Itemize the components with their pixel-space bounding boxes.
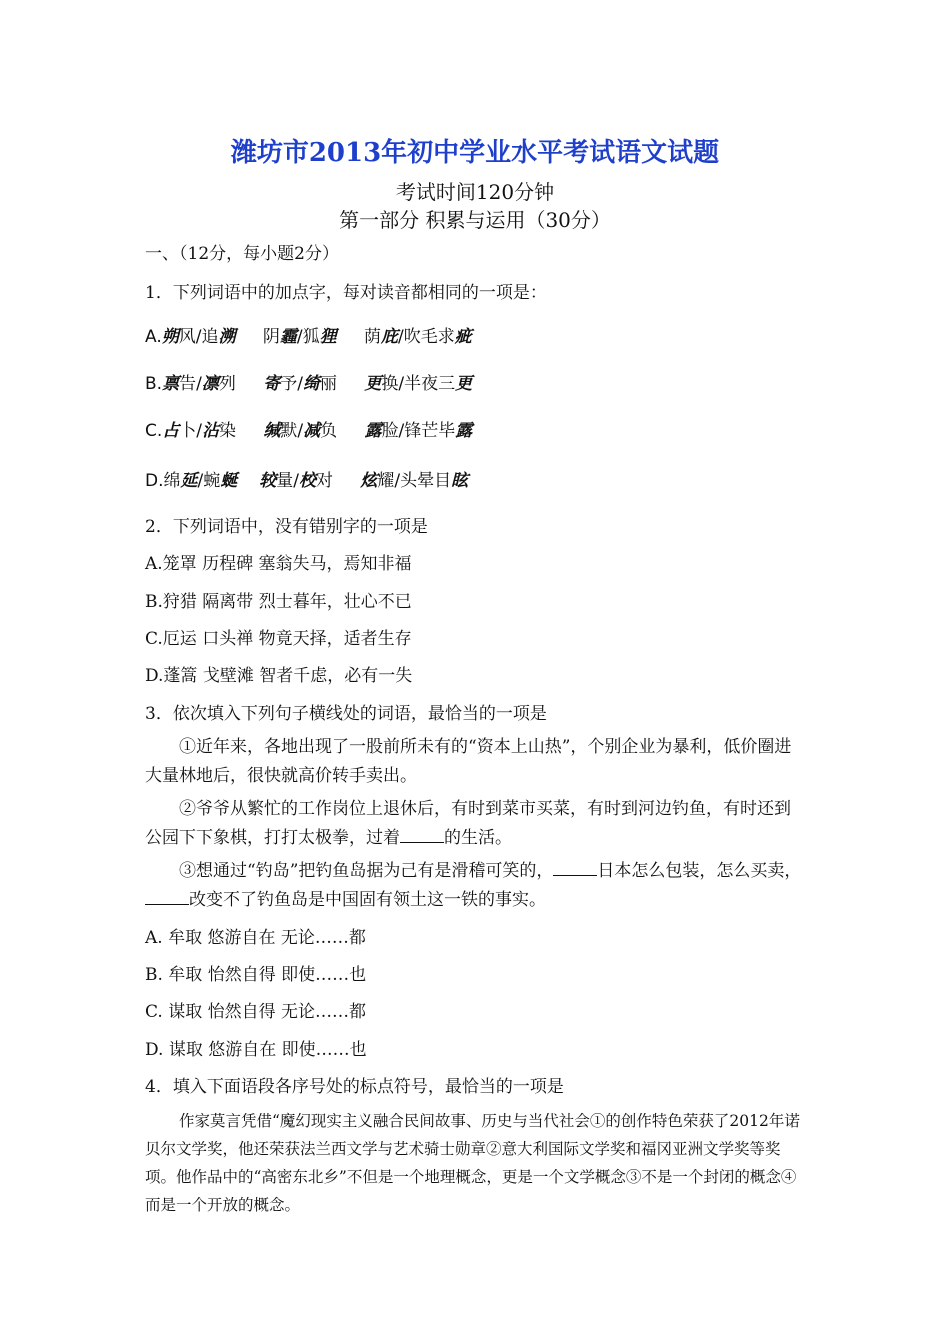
question-2-option-b: B.狩猎 隔离带 烈士暮年，壮心不已	[145, 592, 412, 612]
question-3-stem: 3．依次填入下列句子横线处的词语，最恰当的一项是	[145, 704, 547, 724]
option-text: 霾	[279, 327, 297, 347]
option-text: 凛	[201, 374, 219, 394]
option-text: B.	[145, 374, 163, 394]
sentence-text: ②爷爷从繁忙的工作岗位上退休后，有时到菜市买菜，有时到河边钓鱼，有时还到公园下下象棋，打打太极拳，过着	[145, 799, 791, 848]
option-text: 沾	[202, 421, 220, 441]
option-text: 更	[455, 374, 473, 394]
option-text: A.	[145, 327, 162, 347]
question-2-option-d: D.蓬篙 戈壁滩 智者千虑，必有一失	[145, 666, 413, 686]
option-text: 寄	[263, 374, 281, 394]
option-text: 阴	[257, 327, 280, 347]
option-text: 疵	[454, 327, 472, 347]
option-text: 缄	[263, 421, 281, 441]
option-text: 减	[303, 421, 321, 441]
option-text: D.绵	[145, 471, 181, 491]
question-3-option-a: A. 牟取 悠游自在 无论……都	[145, 928, 366, 948]
option-text: 延	[180, 471, 198, 491]
option-text: 校	[298, 471, 316, 491]
question-4-stem: 4．填入下面语段各序号处的标点符号，最恰当的一项是	[145, 1077, 564, 1097]
question-1-option-c	[145, 416, 472, 441]
option-text: 染	[219, 421, 242, 441]
option-text: 换/半夜三	[381, 374, 456, 394]
option-text: 狸	[319, 327, 337, 347]
sentence-text: ③想通过“钓岛”把钓鱼岛据为己有是滑稽可笑的，	[179, 861, 554, 881]
question-2-option-c: C.厄运 口头禅 物竟天择，适者生存	[145, 629, 412, 649]
question-3-option-d: D. 谋取 悠游自在 即使……也	[145, 1040, 367, 1060]
question-1-option-d	[145, 466, 468, 491]
option-text: 蜒	[220, 471, 238, 491]
option-text: 负	[320, 421, 343, 441]
section-heading: 一、（12分，每小题2分）	[145, 244, 339, 264]
option-text: 告/	[179, 374, 202, 394]
option-text: 默/	[280, 421, 304, 441]
option-text: 溯	[218, 327, 236, 347]
question-3-option-c: C. 谋取 怡然自得 无论……都	[145, 1002, 367, 1022]
option-text: 风/追	[178, 327, 219, 347]
option-text: 较	[259, 471, 277, 491]
sentence-text: 日本怎么包装，怎么买卖，	[597, 861, 802, 881]
option-text: 绮	[302, 374, 320, 394]
sentence-text: 的生活。	[444, 828, 512, 848]
option-text: 朔	[161, 327, 179, 347]
option-text: 予/	[280, 374, 303, 394]
option-text: 炫	[360, 471, 378, 491]
option-text: 露	[364, 421, 382, 441]
question-3-sentence-3	[145, 857, 807, 915]
option-text: 荫	[358, 327, 382, 347]
question-1-option-b	[145, 369, 472, 394]
question-3-sentence-2	[145, 795, 807, 853]
question-1-option-a	[145, 322, 472, 347]
option-text: 露	[455, 421, 473, 441]
option-text: 禀	[162, 374, 180, 394]
question-4-passage: 作家莫言凭借“魔幻现实主义融合民间故事、历史与当代社会①的创作特色荣获了2012年诺贝尔文学奖，他还荣获法兰西文学与艺术骑士勋章②意大利国际文学奖和福冈亚洲文学奖等奖项。他作品中的“高密东北乡”不但是一个地理概念，更是一个文学概念③不是一个封闭的概念④而是一个开放的概念。	[145, 1112, 800, 1214]
option-text: 耀/头晕目	[377, 471, 452, 491]
option-text: 眩	[451, 471, 469, 491]
question-2-option-a: A.笼罩 历程碑 塞翁失马，焉知非福	[145, 554, 412, 574]
exam-time: 考试时间120分钟	[395, 180, 555, 204]
option-text: 量/	[276, 471, 299, 491]
option-text: 卜/	[179, 421, 203, 441]
question-3-sentence-1: ①近年来，各地出现了一股前所未有的“资本上山热”，个别企业为暴利，低价圈进大量林地后，很快就高价转手卖出。	[145, 737, 792, 786]
question-3-option-b: B. 牟取 怡然自得 即使……也	[145, 965, 367, 985]
option-text: 脸/锋芒毕	[381, 421, 456, 441]
option-text: 对	[315, 471, 339, 491]
fill-blank	[553, 861, 597, 876]
option-text: 庇	[381, 327, 399, 347]
option-text: 丽	[319, 374, 343, 394]
part-heading: 第一部分 积累与运用（30分）	[339, 208, 611, 232]
page-title: 潍坊市2013年初中学业水平考试语文试题	[230, 138, 720, 168]
fill-blank	[400, 828, 444, 843]
option-text: 列	[218, 374, 242, 394]
option-text: 更	[364, 374, 382, 394]
question-1-stem: 1．下列词语中的加点字，每对读音都相同的一项是：	[145, 283, 547, 303]
option-text: 占	[162, 421, 180, 441]
option-text: /吹毛求	[398, 327, 455, 347]
option-text: /蜿	[197, 471, 221, 491]
question-2-stem: 2．下列词语中，没有错别字的一项是	[145, 517, 428, 537]
sentence-text: 改变不了钓鱼岛是中国固有领土这一铁的事实。	[189, 890, 546, 910]
fill-blank	[145, 890, 189, 905]
option-text: C.	[145, 421, 163, 441]
option-text: /狐	[296, 327, 320, 347]
